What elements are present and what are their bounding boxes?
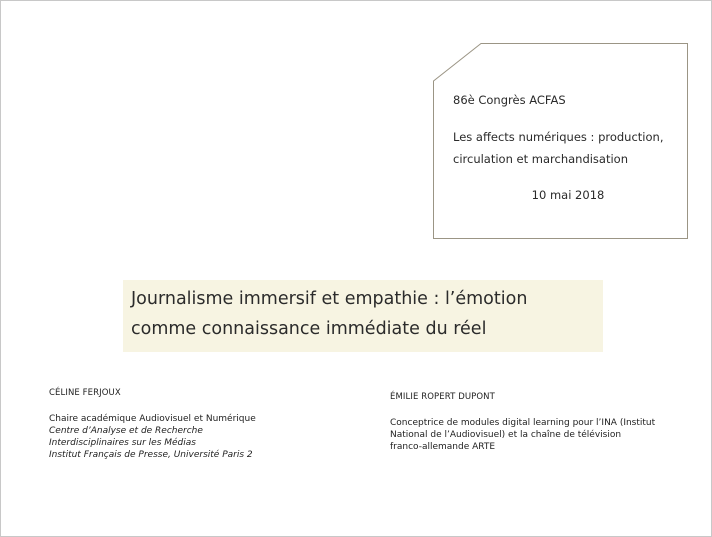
congress-date: 10 mai 2018 [531,188,605,202]
title-line-1: Journalisme immersif et empathie : l’émotion [131,289,528,309]
presentation-title [131,284,601,344]
author-celine-ferjoux [49,387,309,461]
title-line-2: comme connaissance immédiate du réel [131,319,487,339]
author-name: CÉLINE FERJOUX [49,388,121,398]
author-affiliation-line: Interdisciplinaires sur les Médias [49,438,196,448]
author-name: ÉMILIE ROPERT DUPONT [390,392,495,402]
congress-event-line-1: Les affects numériques : production, [453,130,664,144]
author-affiliation-line: franco-allemande ARTE [390,442,496,452]
author-affiliation-line: Centre d’Analyse et de Recherche [49,426,203,436]
presentation-title-box [123,280,603,352]
author-affiliation-line: Chaire académique Audiovisuel et Numérique [49,414,256,424]
author-affiliation-line: Institut Français de Presse, Université Paris 2 [49,450,253,460]
congress-text [453,89,681,206]
congress-info-box [433,43,688,239]
author-affiliation-line: National de l’Audiovisuel) et la chaîne de télévision [390,430,622,440]
congress-name: 86è Congrès ACFAS [453,93,566,107]
author-emilie-ropert-dupont [390,391,690,453]
congress-event-line-2: circulation et marchandisation [453,152,629,166]
author-affiliation-line: Conceptrice de modules digital learning pour l’INA (Institut [390,418,656,428]
